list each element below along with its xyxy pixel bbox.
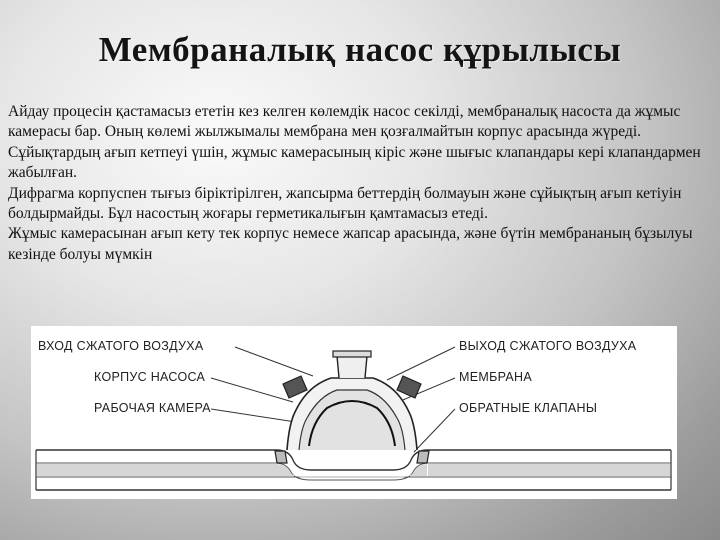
body-text: [8, 102, 714, 265]
slide-title: Мембраналық насос құрылысы: [98, 30, 622, 69]
leader-check-valves: [414, 409, 455, 452]
leader-pump-body: [211, 378, 293, 402]
label-air-inlet: ВХОД СЖАТОГО ВОЗДУХА: [38, 339, 204, 353]
label-pump-body: КОРПУС НАСОСА: [94, 370, 206, 384]
leader-air-outlet: [387, 347, 455, 380]
label-work-chamber: РАБОЧАЯ КАМЕРА: [94, 401, 211, 415]
pump-diagram: [31, 326, 677, 499]
leader-air-inlet: [235, 347, 313, 376]
label-check-valves: ОБРАТНЫЕ КЛАПАНЫ: [459, 401, 598, 415]
pipe: [36, 450, 671, 490]
paragraph-3: Жұмыс камерасынан ағып кету тек корпус немесе жапсар арасында, және бүтін мембрананың бұзылуы кезінде болуы мүмкін: [8, 225, 693, 263]
label-air-outlet: ВЫХОД СЖАТОГО ВОЗДУХА: [459, 339, 637, 353]
paragraph-2: Дифрагма корпуспен тығыз біріктірілген, жапсырма беттердің болмауын және сұйықтың ағып кетіуін болдырмайды. Бұл насостың жоғары герметикалығын қамтамасыз етеді.: [8, 184, 682, 223]
label-membrane: МЕМБРАНА: [459, 370, 532, 384]
paragraph-1: Айдау процесін қастамасыз ететін кез келген көлемдік насос секілді, мембраналық насоста да жұмыс камерасы бар. Оның көлемі жылжымалы мембрана мен қозғалмайтын корпус арасында жүреді. Сұйықтардың ағып кетпеуі үшін, жұмыс камерасының кіріс және шығыс клапандары кері клапандармен жабылған.: [8, 103, 701, 182]
check-valves: [275, 451, 429, 463]
